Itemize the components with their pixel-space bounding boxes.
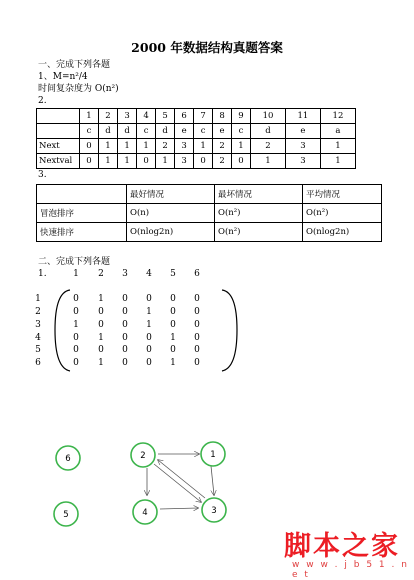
table-cell: 1 xyxy=(156,154,175,169)
table-cell: O(n²) xyxy=(215,204,303,223)
edge-1-3 xyxy=(211,466,214,495)
table-cell: O(n) xyxy=(127,204,215,223)
graph-node-label: 5 xyxy=(63,510,69,520)
table-cell: 6 xyxy=(175,109,194,124)
question-1-label: 1、 xyxy=(38,72,53,82)
table-header-cell: 最好情况 xyxy=(127,185,215,204)
matrix-cell: 0 xyxy=(170,307,176,317)
table-cell: 0 xyxy=(194,154,213,169)
matrix-col-label: 3 xyxy=(122,269,128,279)
table-cell: 4 xyxy=(137,109,156,124)
matrix-cell: 0 xyxy=(122,333,128,343)
edge-3-2 xyxy=(158,460,205,498)
matrix-cell: 0 xyxy=(73,345,79,355)
matrix-col-label: 4 xyxy=(146,269,152,279)
matrix-cell: 0 xyxy=(170,345,176,355)
matrix-row-label: 6 xyxy=(35,358,41,368)
matrix-row-label: 5 xyxy=(35,345,41,355)
table-cell: 2 xyxy=(156,139,175,154)
table-cell: 2 xyxy=(213,154,232,169)
matrix-cell: 0 xyxy=(194,294,200,304)
matrix-cell: 0 xyxy=(98,307,104,317)
table-cell: d xyxy=(98,124,117,139)
matrix-cell: 0 xyxy=(122,307,128,317)
matrix-cell: 1 xyxy=(146,307,152,317)
table-cell: 快速排序 xyxy=(37,223,127,242)
table-cell: 0 xyxy=(80,139,99,154)
formula-text: M=n²/4 xyxy=(52,72,88,82)
table-cell: e xyxy=(175,124,194,139)
table-cell: 0 xyxy=(80,154,99,169)
matrix-col-label: 1 xyxy=(73,269,79,279)
matrix-cell: 0 xyxy=(146,345,152,355)
matrix-cell: 0 xyxy=(73,333,79,343)
table-cell: c xyxy=(232,124,251,139)
table-cell: 1 xyxy=(98,139,117,154)
table-cell: 3 xyxy=(175,154,194,169)
table-cell: e xyxy=(285,124,320,139)
table-cell: 1 xyxy=(320,154,355,169)
matrix-cell: 1 xyxy=(170,358,176,368)
table-cell: 1 xyxy=(194,139,213,154)
table-cell: 10 xyxy=(251,109,286,124)
matrix-cell: 0 xyxy=(194,320,200,330)
matrix-row-label: 2 xyxy=(35,307,41,317)
matrix-cell: 0 xyxy=(146,294,152,304)
table-cell: d xyxy=(251,124,286,139)
matrix-cell: 0 xyxy=(98,320,104,330)
table-cell: d xyxy=(118,124,137,139)
row-label-nextval: Nextval xyxy=(37,154,80,169)
table-cell: 12 xyxy=(320,109,355,124)
graph-node-label: 3 xyxy=(211,506,217,516)
watermark-url: w w w . j b 5 1 . n e t xyxy=(292,560,409,580)
table-cell: d xyxy=(156,124,175,139)
matrix-col-label: 6 xyxy=(194,269,200,279)
matrix-cell: 0 xyxy=(194,358,200,368)
table-cell: 1 xyxy=(320,139,355,154)
edge-4-3 xyxy=(160,508,198,509)
matrix-cell: 1 xyxy=(73,320,79,330)
table-cell: 0 xyxy=(137,154,156,169)
table-cell: 1 xyxy=(137,139,156,154)
table-cell: c xyxy=(137,124,156,139)
page-title: 2000 年数据结构真题答案 xyxy=(131,40,283,55)
matrix-cell: 1 xyxy=(98,358,104,368)
matrix-col-label: 5 xyxy=(170,269,176,279)
table-cell: 冒泡排序 xyxy=(37,204,127,223)
table-cell: 1 xyxy=(98,154,117,169)
table-cell: O(nlog2n) xyxy=(127,223,215,242)
matrix-cell: 0 xyxy=(122,294,128,304)
matrix-cell: 0 xyxy=(122,358,128,368)
table-cell: 5 xyxy=(156,109,175,124)
matrix-cell: 0 xyxy=(170,294,176,304)
matrix-cell: 0 xyxy=(194,333,200,343)
question-2-label: 2. xyxy=(38,96,47,106)
matrix-cell: 0 xyxy=(73,307,79,317)
table-header-cell: 平均情况 xyxy=(303,185,382,204)
graph-node-label: 1 xyxy=(210,450,216,460)
matrix-row-label: 1 xyxy=(35,294,41,304)
graph-node-label: 4 xyxy=(142,508,148,518)
matrix-cell: 1 xyxy=(98,333,104,343)
matrix-col-label: 2 xyxy=(98,269,104,279)
table-cell: O(n²) xyxy=(215,223,303,242)
table-cell: 1 xyxy=(80,109,99,124)
table-cell: 1 xyxy=(118,139,137,154)
table-cell: 9 xyxy=(232,109,251,124)
matrix-cell: 0 xyxy=(146,358,152,368)
table-cell: a xyxy=(320,124,355,139)
table-cell: c xyxy=(194,124,213,139)
table-header-cell: 最坏情况 xyxy=(215,185,303,204)
table-cell: 1 xyxy=(118,154,137,169)
section-1-heading: 一、完成下列各题 xyxy=(38,60,111,70)
matrix-cell: 1 xyxy=(98,294,104,304)
matrix-cell: 0 xyxy=(73,358,79,368)
matrix-cell: 0 xyxy=(73,294,79,304)
matrix-cell: 1 xyxy=(170,333,176,343)
matrix-cell: 0 xyxy=(194,345,200,355)
table-cell: 2 xyxy=(98,109,117,124)
matrix-row-label: 3 xyxy=(35,320,41,330)
table-cell: c xyxy=(80,124,99,139)
table-cell: 2 xyxy=(213,139,232,154)
table-cell: 3 xyxy=(285,154,320,169)
table-cell: O(n²) xyxy=(303,204,382,223)
table-cell: 7 xyxy=(194,109,213,124)
question-1-complexity: 时间复杂度为 O(n²) xyxy=(38,84,119,94)
table-cell: O(nlog2n) xyxy=(303,223,382,242)
matrix-row-label: 4 xyxy=(35,333,41,343)
table-cell: 3 xyxy=(175,139,194,154)
table-cell: 0 xyxy=(232,154,251,169)
table-cell: 2 xyxy=(251,139,286,154)
matrix-cell: 0 xyxy=(122,345,128,355)
matrix-cell: 0 xyxy=(170,320,176,330)
graph-node-label: 2 xyxy=(140,451,146,461)
question-3-label: 3. xyxy=(38,170,47,180)
table-cell: 11 xyxy=(285,109,320,124)
row-label-next: Next xyxy=(37,139,80,154)
graph-node-label: 6 xyxy=(65,454,71,464)
matrix-cell: 0 xyxy=(98,345,104,355)
matrix-cell: 0 xyxy=(146,333,152,343)
table-cell: e xyxy=(213,124,232,139)
watermark-logo-text: 脚本之家 xyxy=(284,531,400,562)
table-cell: 1 xyxy=(251,154,286,169)
matrix-cell: 1 xyxy=(146,320,152,330)
matrix-cell: 0 xyxy=(122,320,128,330)
edge-2-3 xyxy=(154,464,201,502)
section-2-question-1-label: 1. xyxy=(38,269,47,279)
section-2-heading: 二、完成下列各题 xyxy=(38,257,111,267)
table-cell: 3 xyxy=(285,139,320,154)
table-cell: 8 xyxy=(213,109,232,124)
table-cell: 1 xyxy=(232,139,251,154)
table-cell: 3 xyxy=(118,109,137,124)
matrix-cell: 0 xyxy=(194,307,200,317)
